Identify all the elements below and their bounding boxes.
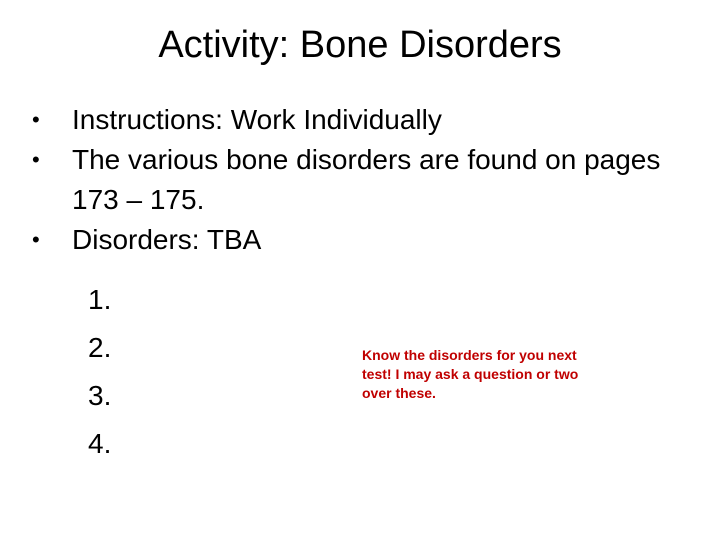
bullet-list xyxy=(32,100,672,260)
bullet-marker: • xyxy=(32,107,40,132)
bullet-text: Instructions: Work Individually xyxy=(72,104,442,135)
slide-title: Activity: Bone Disorders xyxy=(158,24,562,66)
bullet-marker: • xyxy=(32,227,40,252)
bullet-text: Disorders: TBA xyxy=(72,224,262,255)
bullet-item-instructions xyxy=(32,100,672,140)
study-note: Know the disorders for you next test! I may ask a question or two over these. xyxy=(362,347,579,401)
bullet-item-pages xyxy=(32,140,672,220)
numbered-item: 2. xyxy=(88,332,112,363)
bullet-marker: • xyxy=(32,147,40,172)
bullet-text: The various bone disorders are found on pages 173 – 175. xyxy=(72,144,661,215)
numbered-item: 1. xyxy=(88,284,112,315)
numbered-item: 3. xyxy=(88,380,112,411)
numbered-item: 4. xyxy=(88,428,112,459)
numbered-list xyxy=(88,276,111,468)
bullet-item-disorders xyxy=(32,220,672,260)
